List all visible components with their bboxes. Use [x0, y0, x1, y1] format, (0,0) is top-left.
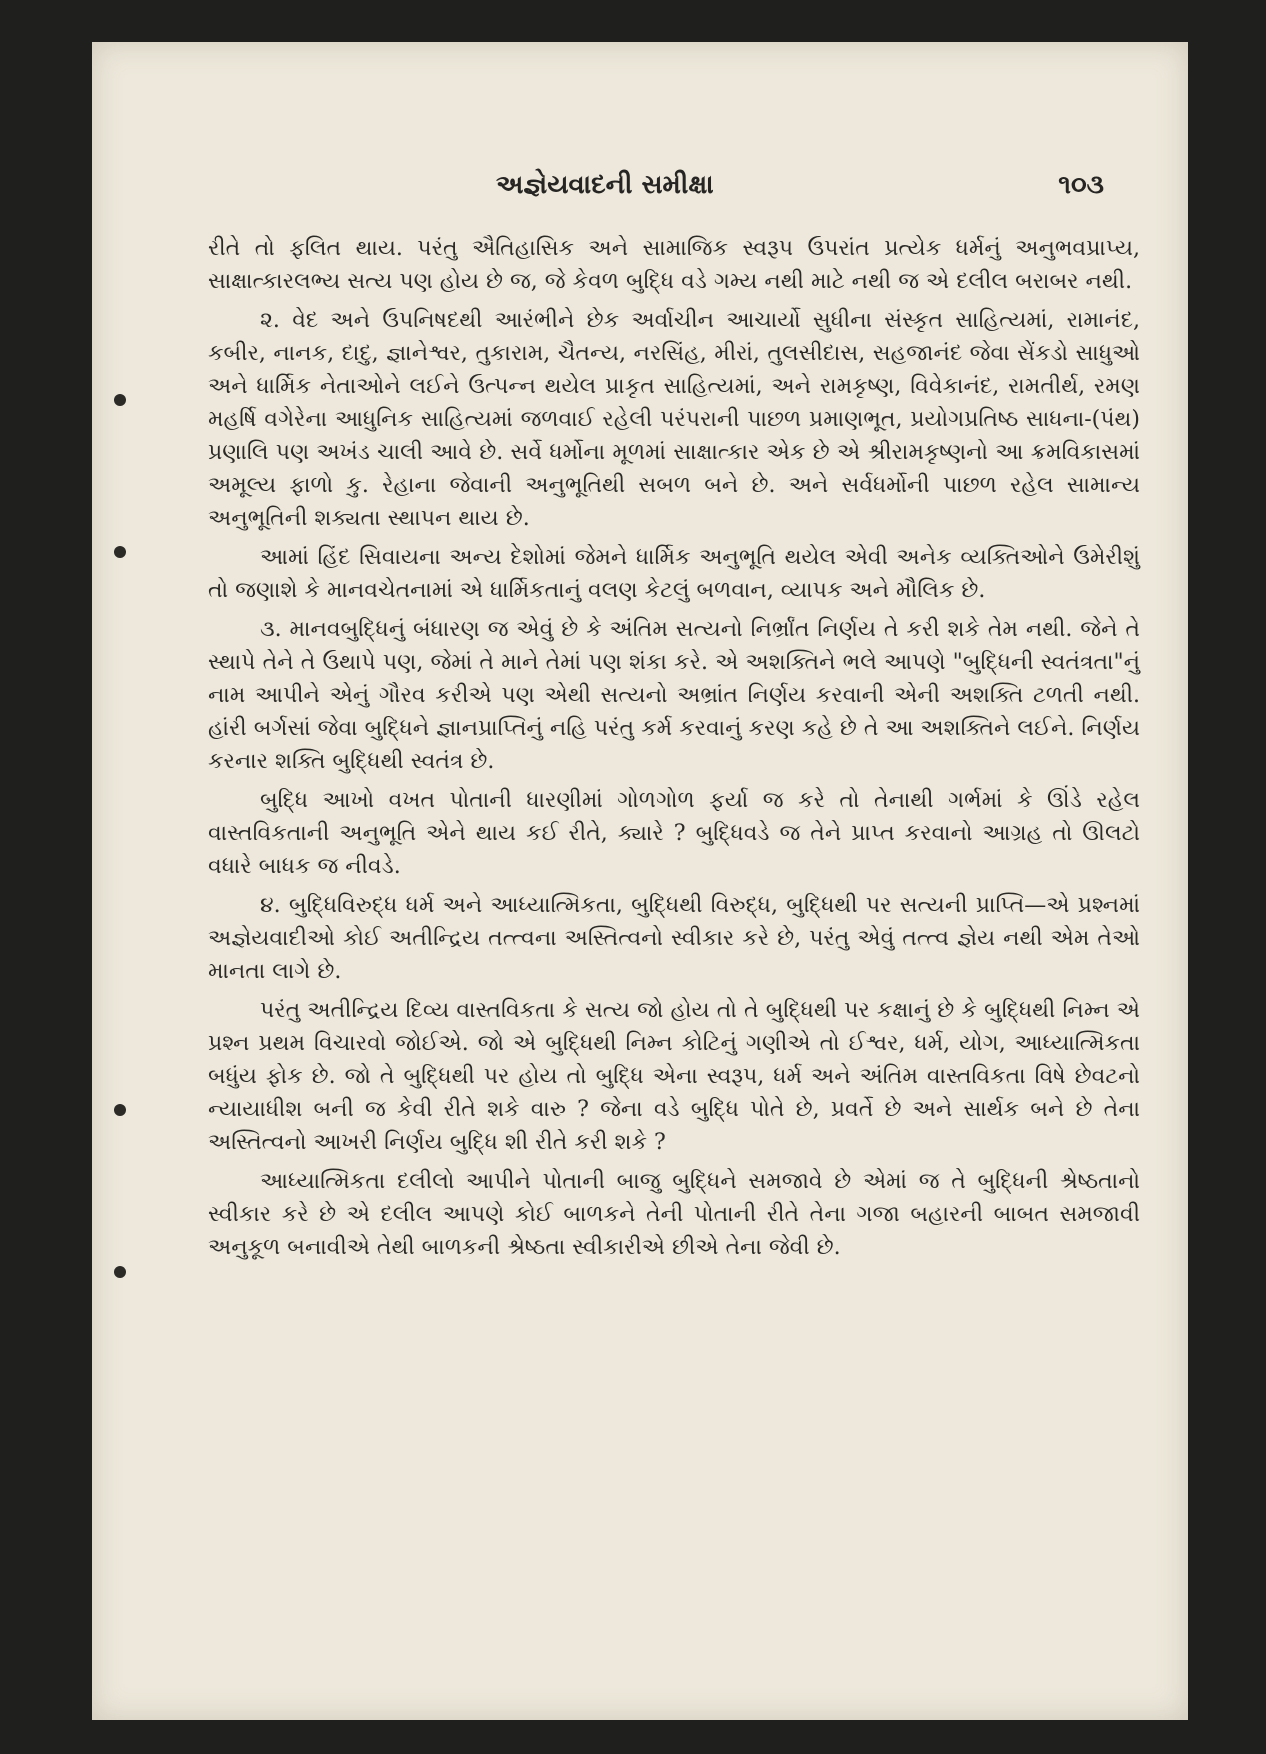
- page-number: ૧૦૩: [1058, 170, 1104, 200]
- paragraph: બુદ્ધિ આખો વખત પોતાની ધારણીમાં ગોળગોળ ફર્યા જ કરે તો તેનાથી ગર્ભમાં કે ઊંડે રહેલ વાસ્તવિકતાની અનુભૂતિ એને થાય કઈ રીતે, ક્યારે ? બુદ્ધિવડે જ તેને પ્રાપ્ત કરવાનો આગ્રહ તો ઊલટો વધારે બાધક જ નીવડે.: [208, 788, 1140, 879]
- paragraph: પરંતુ અતીન્દ્રિય દિવ્ય વાસ્તવિકતા કે સત્ય જો હોય તો તે બુદ્ધિથી પર કક્ષાનું છે કે બુદ્ધિથી નિમ્ન એ પ્રશ્ન પ્રથમ વિચારવો જોઈએ. જો એ બુદ્ધિથી નિમ્ન કોટિનું ગણીએ તો ઈશ્વર, ધર્મ, યોગ, આધ્યાત્મિકતા બધુંય ફોક છે. જો તે બુદ્ધિથી પર હોય તો બુદ્ધિ એના સ્વરૂપ, ધર્મ અને અંતિમ વાસ્તવિકતા વિષે છેવટનો ન્યાયાધીશ બની જ કેવી રીતે શકે વારુ ? જેના વડે બુદ્ધિ પોતે છે, પ્રવર્તે છે અને સાર્થક બને છે તેના અસ્તિત્વનો આખરી નિર્ણય બુદ્ધિ શી રીતે કરી શકે ?: [208, 998, 1140, 1155]
- binding-hole: [114, 394, 126, 406]
- paragraph: રીતે તો ફલિત થાય. પરંતુ ઐતિહાસિક અને સામાજિક સ્વરૂપ ઉપરાંત પ્રત્યેક ધર્મનું અનુભવપ્રાપ્ય, સાક્ષાત્કારલભ્ય સત્ય પણ હોય છે જ, જે કેવળ બુદ્ધિ વડે ગમ્ય નથી માટે નથી જ એ દલીલ બરાબર નથી.: [208, 236, 1140, 294]
- paragraph: આધ્યાત્મિકતા દલીલો આપીને પોતાની બાજુ બુદ્ધિને સમજાવે છે એમાં જ તે બુદ્ધિની શ્રેષ્ઠતાનો સ્વીકાર કરે છે એ દલીલ આપણે કોઈ બાળકને તેની પોતાની રીતે તેના ગજા બહારની બાબત સમજાવી અનુકૂળ બનાવીએ તેથી બાળકની શ્રેષ્ઠતા સ્વીકારીએ છીએ તેના જેવી છે.: [208, 1169, 1140, 1260]
- page-body: [208, 232, 1140, 1270]
- paragraph: ૩. માનવબુદ્ધિનું બંધારણ જ એવું છે કે અંતિમ સત્યનો નિર્ભ્રાંત નિર્ણય તે કરી શકે તેમ નથી. જેને તે સ્થાપે તેને તે ઉથાપે પણ, જેમાં તે માને તેમાં પણ શંકા કરે. એ અશક્તિને ભલે આપણે "બુદ્ધિની સ્વતંત્રતા"નું નામ આપીને એનું ગૌરવ કરીએ પણ એથી સત્યનો અભ્રાંત નિર્ણય કરવાની એની અશક્તિ ટળતી નથી. હાંરી બર્ગસાં જેવા બુદ્ધિને જ્ઞાનપ્રાપ્તિનું નહિ પરંતુ કર્મ કરવાનું કરણ કહે છે તે આ અશક્તિને લઈને. નિર્ણય કરનાર શક્તિ બુદ્ધિથી સ્વતંત્ર છે.: [208, 617, 1140, 774]
- paragraph: આમાં હિંદ સિવાયના અન્ય દેશોમાં જેમને ધાર્મિક અનુભૂતિ થયેલ એવી અનેક વ્યક્તિઓને ઉમેરીશું તો જણાશે કે માનવચેતનામાં એ ધાર્મિકતાનું વલણ કેટલું બળવાન, વ્યાપક અને મૌલિક છે.: [208, 545, 1140, 603]
- paragraph: ૪. બુદ્ધિવિરુદ્ધ ધર્મ અને આધ્યાત્મિકતા, બુદ્ધિથી વિરુદ્ધ, બુદ્ધિથી પર સત્યની પ્રાપ્તિ—એ પ્રશ્નમાં અજ્ઞેયવાદીઓ કોઈ અતીન્દ્રિય તત્ત્વના અસ્તિત્વનો સ્વીકાર કરે છે, પરંતુ એવું તત્ત્વ જ્ઞેય નથી એમ તેઓ માનતા લાગે છે.: [208, 893, 1140, 984]
- book-page: [92, 42, 1188, 1720]
- binding-hole: [114, 1266, 126, 1278]
- binding-hole: [114, 1104, 126, 1116]
- page-header: [92, 170, 1188, 210]
- running-title: અજ્ઞેયવાદની સમીક્ષા: [496, 170, 714, 200]
- paragraph: ૨. વેદ અને ઉપનિષદથી આરંભીને છેક અર્વાચીન આચાર્યો સુધીના સંસ્કૃત સાહિત્યમાં, રામાનંદ, કબીર, નાનક, દાદુ, જ્ઞાનેશ્વર, તુકારામ, ચૈતન્ય, નરસિંહ, મીરાં, તુલસીદાસ, સહજાનંદ જેવા સેંકડો સાધુઓ અને ધાર્મિક નેતાઓને લઈને ઉત્પન્ન થયેલ પ્રાકૃત સાહિત્યમાં, અને રામકૃષ્ણ, વિવેકાનંદ, રામતીર્થ, રમણ મહર્ષિ વગેરેના આધુનિક સાહિત્યમાં જળવાઈ રહેલી પરંપરાની પાછળ પ્રમાણભૂત, પ્રયોગપ્રતિષ્ઠ સાધના-(પંથ) પ્રણાલિ પણ અખંડ ચાલી આવે છે. સર્વે ધર્મોના મૂળમાં સાક્ષાત્કાર એક છે એ શ્રીરામકૃષ્ણનો આ ક્રમવિકાસમાં અમૂલ્ય ફાળો કુ. રેહાના જેવાની અનુભૂતિથી સબળ બને છે. અને સર્વધર્મોની પાછળ રહેલ સામાન્ય અનુભૂતિની શક્યતા સ્થાપન થાય છે.: [208, 308, 1140, 531]
- binding-hole: [114, 546, 126, 558]
